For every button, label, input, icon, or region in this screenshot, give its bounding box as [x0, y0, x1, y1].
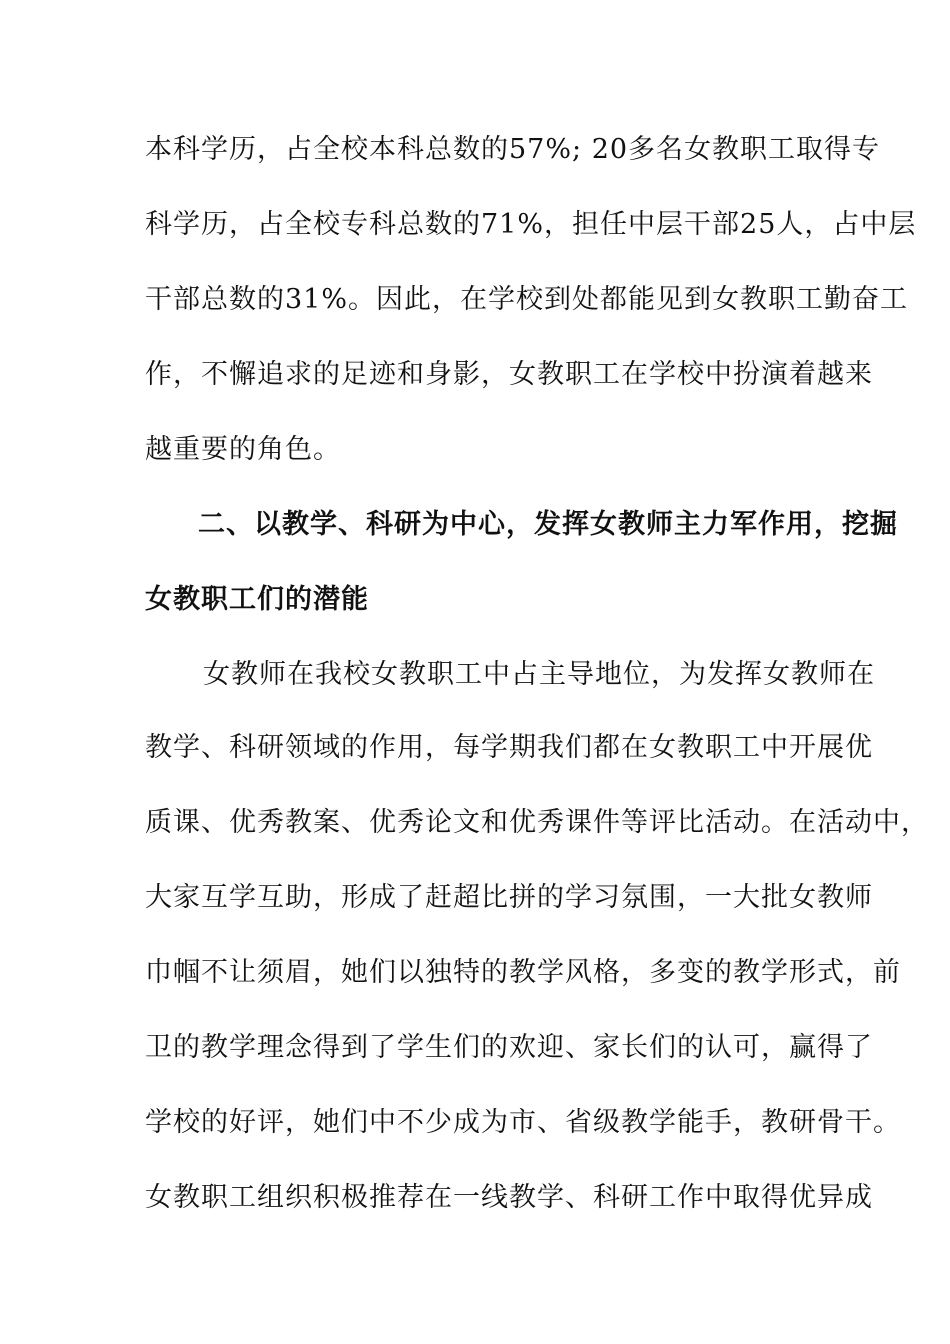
body-line: 越重要的角色。 [145, 434, 341, 465]
paragraph-line: 质课、优秀教案、优秀论文和优秀课件等评比活动。在活动中， [145, 807, 929, 838]
body-line: 干部总数的31%。因此，在学校到处都能见到女教职工勤奋工 [145, 284, 909, 315]
paragraph-line: 女教职工组织积极推荐在一线教学、科研工作中取得优异成 [145, 1182, 873, 1213]
section-heading-line: 二、以教学、科研为中心，发挥女教师主力军作用，挖掘 [198, 509, 898, 540]
body-line: 科学历，占全校专科总数的71%，担任中层干部25人，占中层 [145, 209, 917, 240]
paragraph-line: 巾帼不让须眉，她们以独特的教学风格，多变的教学形式，前 [145, 957, 901, 988]
paragraph-line: 教学、科研领域的作用，每学期我们都在女教职工中开展优 [145, 732, 873, 763]
paragraph-line: 女教师在我校女教职工中占主导地位，为发挥女教师在 [203, 659, 875, 690]
paragraph-line: 卫的教学理念得到了学生们的欢迎、家长们的认可，赢得了 [145, 1032, 873, 1063]
paragraph-line: 大家互学互助，形成了赶超比拼的学习氛围，一大批女教师 [145, 882, 873, 913]
paragraph-line: 学校的好评，她们中不少成为市、省级教学能手，教研骨干。 [145, 1107, 901, 1138]
section-heading-line: 女教职工们的潜能 [145, 584, 369, 615]
body-line: 作，不懈追求的足迹和身影，女教职工在学校中扮演着越来 [145, 359, 873, 390]
body-line: 本科学历，占全校本科总数的57%; 20多名女教职工取得专 [145, 134, 881, 165]
